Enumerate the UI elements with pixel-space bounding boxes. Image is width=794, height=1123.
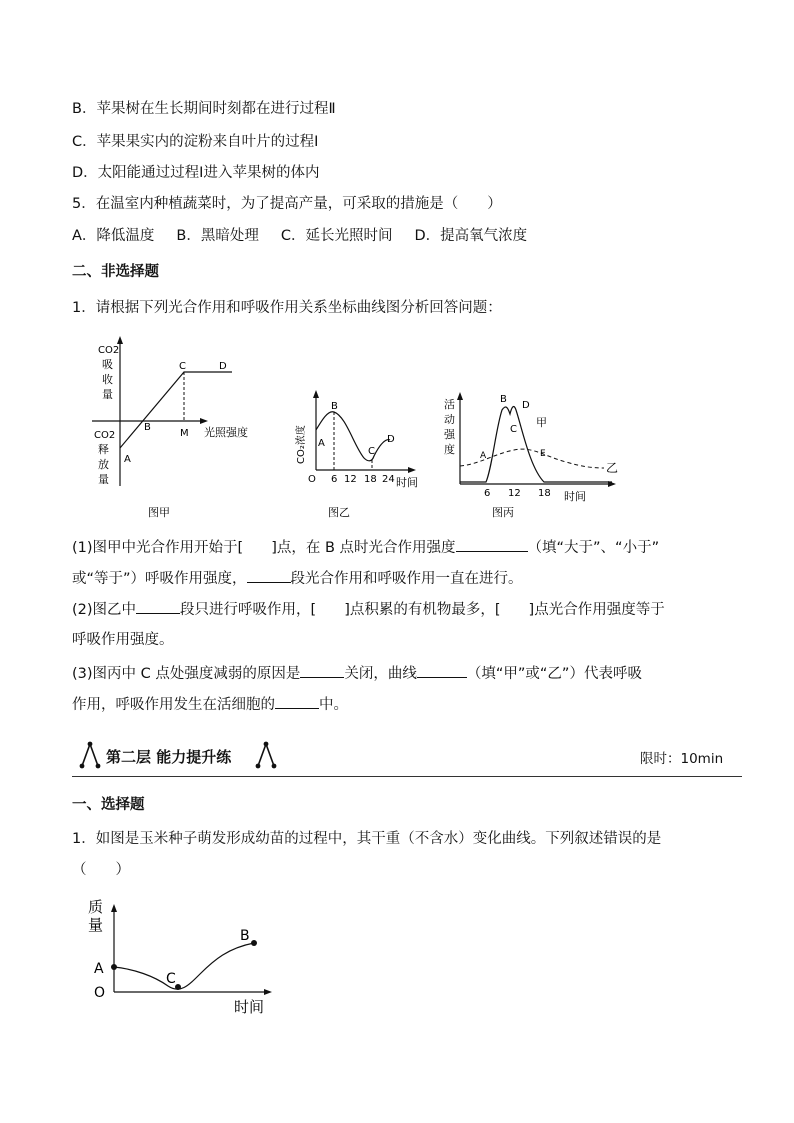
yi-point-d: D <box>387 434 395 445</box>
yi-point-a: A <box>318 438 325 449</box>
jia-point-c: C <box>179 361 186 372</box>
jia-ylabel-bottom-1: 释 <box>98 443 109 456</box>
jia-ylabel-bottom-co2: CO2 <box>94 430 116 441</box>
answer-blank[interactable] <box>247 568 291 583</box>
text-segment: ]点光合作用强度等于 <box>528 602 665 618</box>
jia-ylabel-top-2: 收 <box>102 373 113 386</box>
nq1-part2-line2: 呼吸作用强度。 <box>72 632 174 648</box>
text-segment: 段光合作用和呼吸作用一直在进行。 <box>290 571 523 587</box>
q5-option-d: D．提高氧气浓度 <box>414 228 528 244</box>
seed-ylabel-1: 质 <box>88 898 104 916</box>
answer-blank[interactable] <box>275 694 319 709</box>
text-segment: (1)图甲中光合作用开始于[ <box>72 540 244 556</box>
header-divider <box>72 776 742 777</box>
q5-options <box>72 226 527 246</box>
bing-point-e: E <box>540 449 546 459</box>
seed-point-c: C <box>166 971 176 987</box>
layer-title-ornament-right <box>254 740 278 770</box>
yi-tick-18: 18 <box>364 474 377 485</box>
bing-tick-18: 18 <box>538 488 551 499</box>
q5-option-c: C．延长光照时间 <box>280 228 393 244</box>
seed-ylabel-2: 量 <box>88 916 104 934</box>
text-segment: 或“等于”）呼吸作用强度， <box>72 571 247 587</box>
bing-ylabel-4: 度 <box>444 443 455 456</box>
nq1-part3-line2 <box>72 694 348 715</box>
seed-point-b: B <box>240 928 250 944</box>
q5-stem: 5．在温室内种植蔬菜时，为了提高产量，可采取的措施是（ ） <box>72 196 502 212</box>
q1b-stem: 1．如图是玉米种子萌发形成幼苗的过程中，其干重（不含水）变化曲线。下列叙述错误的是 <box>72 831 662 847</box>
section-heading-choice: 一、选择题 <box>72 797 145 813</box>
yi-tick-6: 6 <box>331 474 338 485</box>
figure-jia <box>88 336 268 522</box>
seed-origin: O <box>94 985 106 1001</box>
answer-blank[interactable] <box>456 537 528 552</box>
bing-point-b: B <box>500 394 507 405</box>
section-heading-nonchoice: 二、非选择题 <box>72 264 159 280</box>
text-segment: 作用，呼吸作用发生在活细胞的 <box>72 697 275 713</box>
jia-ylabel-bottom-3: 量 <box>98 473 109 486</box>
text-segment: (2)图乙中 <box>72 602 137 618</box>
bing-point-a: A <box>480 451 487 461</box>
nq1-part1-line2 <box>72 568 523 589</box>
seed-point-a: A <box>94 961 104 977</box>
nq1-part3-line1 <box>72 663 642 684</box>
nq1-part2-line1 <box>72 599 665 620</box>
jia-ylabel-top-1: 吸 <box>102 358 113 371</box>
figure-bing <box>440 388 620 522</box>
bing-curve-jia: 甲 <box>536 416 547 429</box>
yi-tick-24: 24 <box>382 474 395 485</box>
yi-caption: 图乙 <box>328 506 350 519</box>
q5-option-a: A．降低温度 <box>72 228 155 244</box>
bing-point-c: C <box>510 424 517 435</box>
text-segment: ]点，在 B 点时光合作用强度 <box>271 540 456 556</box>
nq1-stem: 1．请根据下列光合作用和呼吸作用关系坐标曲线图分析回答问题： <box>72 300 502 316</box>
jia-ylabel-top-3: 量 <box>102 388 113 401</box>
jia-caption: 图甲 <box>148 506 170 519</box>
jia-ylabel-bottom-2: 放 <box>98 458 109 471</box>
bing-ylabel-1: 活 <box>444 398 455 411</box>
time-limit: 限时：10min <box>640 751 724 767</box>
jia-point-b: B <box>144 422 151 433</box>
figure-yi <box>292 390 428 520</box>
answer-blank[interactable] <box>417 663 467 678</box>
text-segment: 中。 <box>319 697 348 713</box>
answer-blank[interactable] <box>136 599 180 614</box>
option-b: B．苹果树在生长期间时刻都在进行过程Ⅱ <box>72 101 336 117</box>
text-segment: 段只进行呼吸作用，[ <box>180 602 317 618</box>
bing-caption: 图丙 <box>492 506 514 519</box>
q5-option-b: B．黑暗处理 <box>176 228 259 244</box>
jia-point-d: D <box>219 361 227 372</box>
yi-xlabel: 时间 <box>396 476 418 489</box>
bing-ylabel-2: 动 <box>444 413 455 426</box>
answer-blank[interactable] <box>300 663 344 678</box>
option-c: C．苹果果实内的淀粉来自叶片的过程Ⅰ <box>72 134 319 150</box>
yi-point-b: B <box>331 401 338 412</box>
nq1-part1-line1 <box>72 537 659 558</box>
option-d: D．太阳能通过过程Ⅰ进入苹果树的体内 <box>72 165 320 181</box>
jia-xlabel: 光照强度 <box>204 426 248 439</box>
text-segment: 关闭，曲线 <box>344 666 417 682</box>
bing-tick-12: 12 <box>508 488 521 499</box>
layer-title-ornament-left <box>78 740 102 770</box>
yi-point-c: C <box>368 446 375 457</box>
seed-xlabel: 时间 <box>234 998 265 1016</box>
bing-ylabel-3: 强 <box>444 428 455 441</box>
bing-point-d: D <box>522 400 530 411</box>
jia-point-a: A <box>124 454 131 465</box>
yi-tick-12: 12 <box>344 474 357 485</box>
q1b-paren: （ ） <box>72 862 130 878</box>
text-segment: （填“大于”、“小于” <box>527 540 660 556</box>
bing-tick-6: 6 <box>484 488 491 499</box>
yi-origin: O <box>308 474 316 485</box>
bing-curve-yi: 乙 <box>606 461 619 475</box>
yi-ylabel: CO₂浓度 <box>296 425 307 464</box>
jia-point-m: M <box>180 428 189 439</box>
figure-seed-mass <box>84 896 284 1018</box>
jia-ylabel-top-co2: CO2 <box>98 345 120 356</box>
text-segment: (3)图丙中 C 点处强度减弱的原因是 <box>72 666 301 682</box>
bing-xlabel: 时间 <box>564 490 586 503</box>
layer2-title: 第二层 能力提升练 <box>106 748 232 766</box>
text-segment: （填“甲”或“乙”）代表呼吸 <box>466 666 642 682</box>
text-segment: ]点积累的有机物最多，[ <box>344 602 501 618</box>
